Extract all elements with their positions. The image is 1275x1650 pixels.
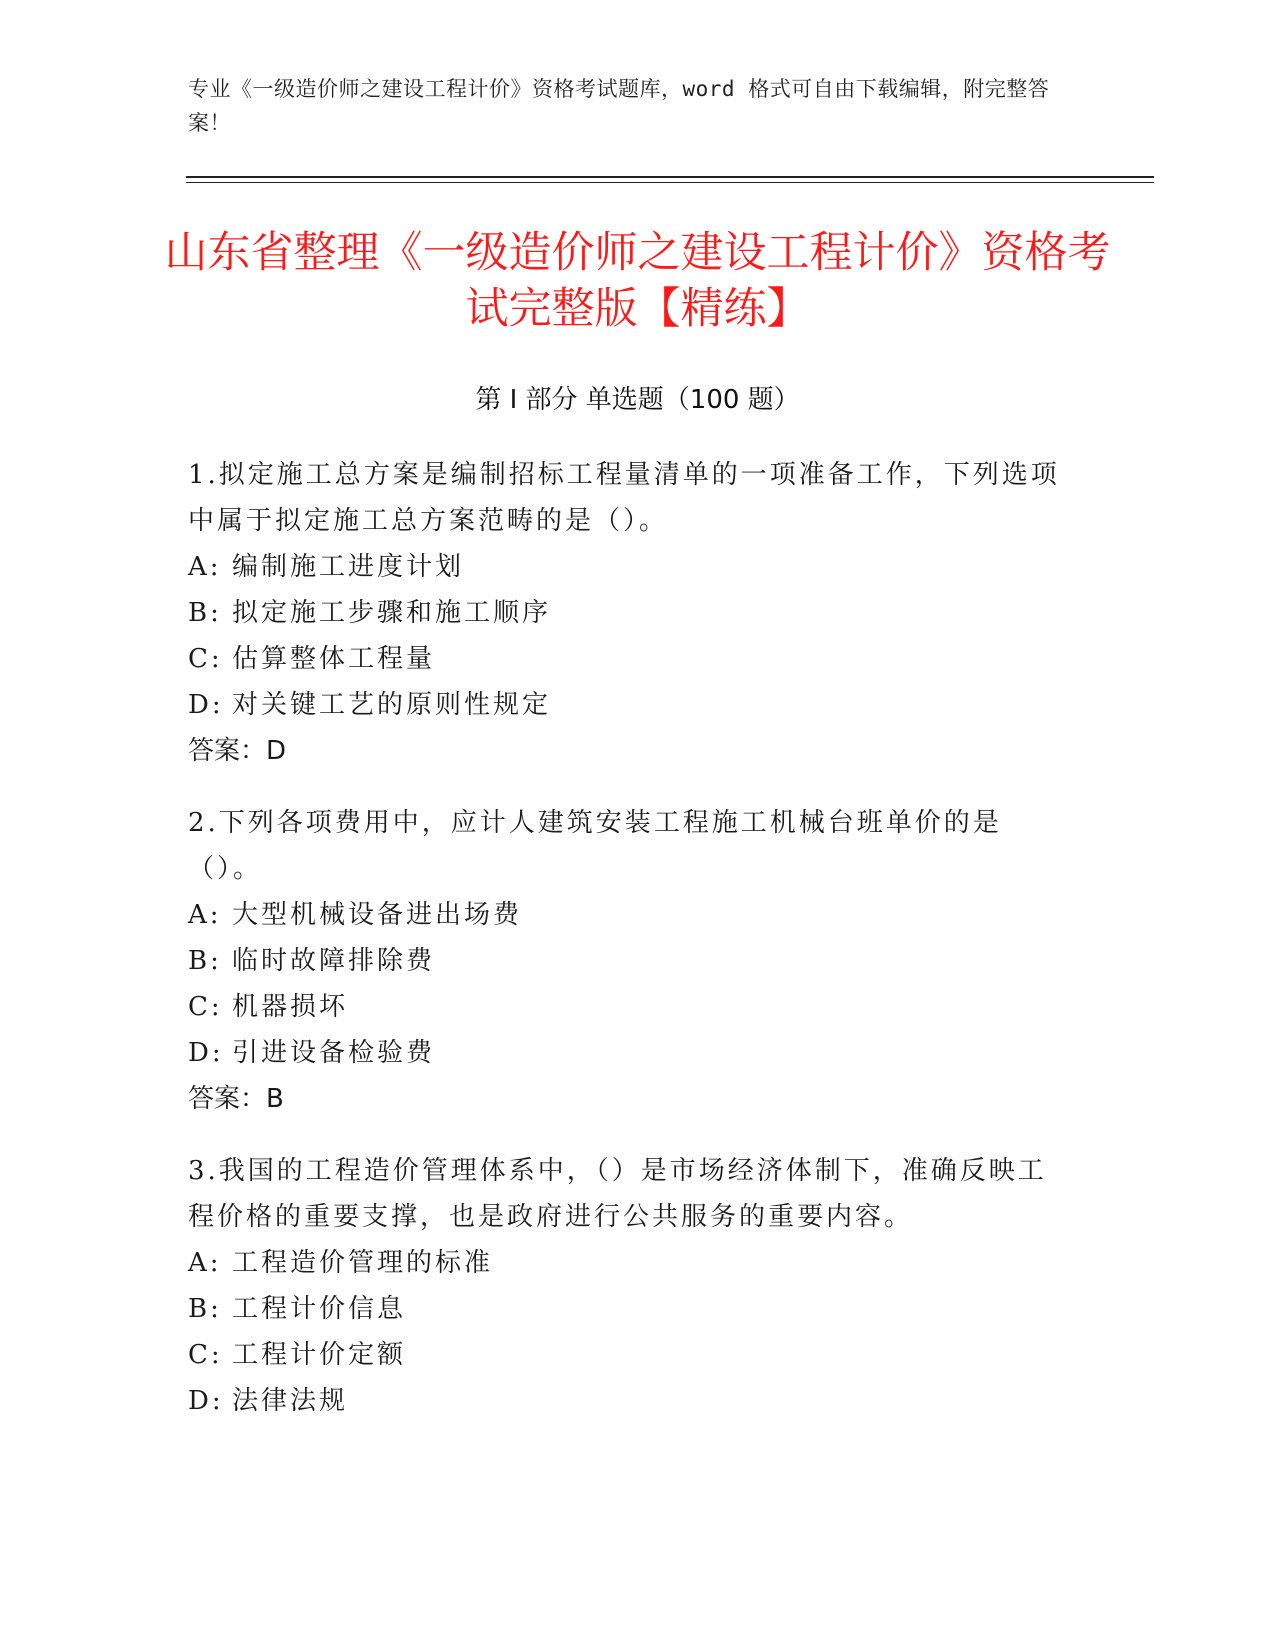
option-text: 对关键工艺的原则性规定 — [232, 690, 552, 720]
option-text: 法律法规 — [232, 1386, 349, 1416]
option-c — [188, 1332, 1068, 1378]
option-letter: A: — [188, 552, 222, 582]
option-text: 工程造价管理的标准 — [232, 1248, 494, 1278]
option-text: 引进设备检验费 — [232, 1038, 436, 1068]
option-b — [188, 590, 1068, 636]
question-3 — [188, 1148, 1068, 1424]
option-letter: D: — [188, 1038, 224, 1068]
answer-label: 答案：D — [188, 736, 287, 766]
option-b — [188, 938, 1068, 984]
option-d — [188, 1378, 1068, 1424]
option-text: 大型机械设备进出场费 — [232, 900, 523, 930]
option-text: 工程计价信息 — [232, 1294, 407, 1324]
option-b — [188, 1286, 1068, 1332]
answer-label: 答案：B — [188, 1084, 284, 1114]
option-letter: B: — [188, 598, 222, 628]
option-text: 拟定施工步骤和施工顺序 — [232, 598, 552, 628]
option-text: 编制施工进度计划 — [232, 552, 465, 582]
option-text: 机器损坏 — [232, 992, 349, 1022]
option-letter: A: — [188, 900, 222, 930]
question-stem: 2.下列各项费用中，应计人建筑安装工程施工机械台班单价的是（）。 — [188, 808, 1002, 884]
option-text: 估算整体工程量 — [232, 644, 436, 674]
header-divider-thick — [186, 176, 1154, 178]
header-divider-thin — [186, 182, 1154, 183]
option-d — [188, 682, 1068, 728]
header-note: 专业《一级造价师之建设工程计价》资格考试题库，word 格式可自由下载编辑，附完整答案！ — [188, 77, 1050, 135]
option-text: 工程计价定额 — [232, 1340, 407, 1370]
question-stem: 3.我国的工程造价管理体系中，（）是市场经济体制下，准确反映工程价格的重要支撑，也是政府进行公共服务的重要内容。 — [188, 1156, 1047, 1232]
option-text: 临时故障排除费 — [232, 946, 436, 976]
option-c — [188, 984, 1068, 1030]
section-title: 第 I 部分 单选题（100 题） — [475, 385, 800, 415]
question-1 — [188, 452, 1068, 774]
option-a — [188, 1240, 1068, 1286]
question-stem: 1.拟定施工总方案是编制招标工程量清单的一项准备工作，下列选项中属于拟定施工总方案范畴的是（）。 — [188, 460, 1060, 536]
option-a — [188, 544, 1068, 590]
option-letter: D: — [188, 690, 224, 720]
option-d — [188, 1030, 1068, 1076]
option-letter: C: — [188, 644, 223, 674]
option-letter: C: — [188, 992, 223, 1022]
document-title: 山东省整理《一级造价师之建设工程计价》资格考试完整版【精练】 — [164, 228, 1111, 334]
option-letter: A: — [188, 1248, 222, 1278]
option-letter: D: — [188, 1386, 224, 1416]
option-c — [188, 636, 1068, 682]
option-letter: C: — [188, 1340, 223, 1370]
question-2 — [188, 800, 1068, 1122]
option-a — [188, 892, 1068, 938]
option-letter: B: — [188, 946, 222, 976]
option-letter: B: — [188, 1294, 222, 1324]
